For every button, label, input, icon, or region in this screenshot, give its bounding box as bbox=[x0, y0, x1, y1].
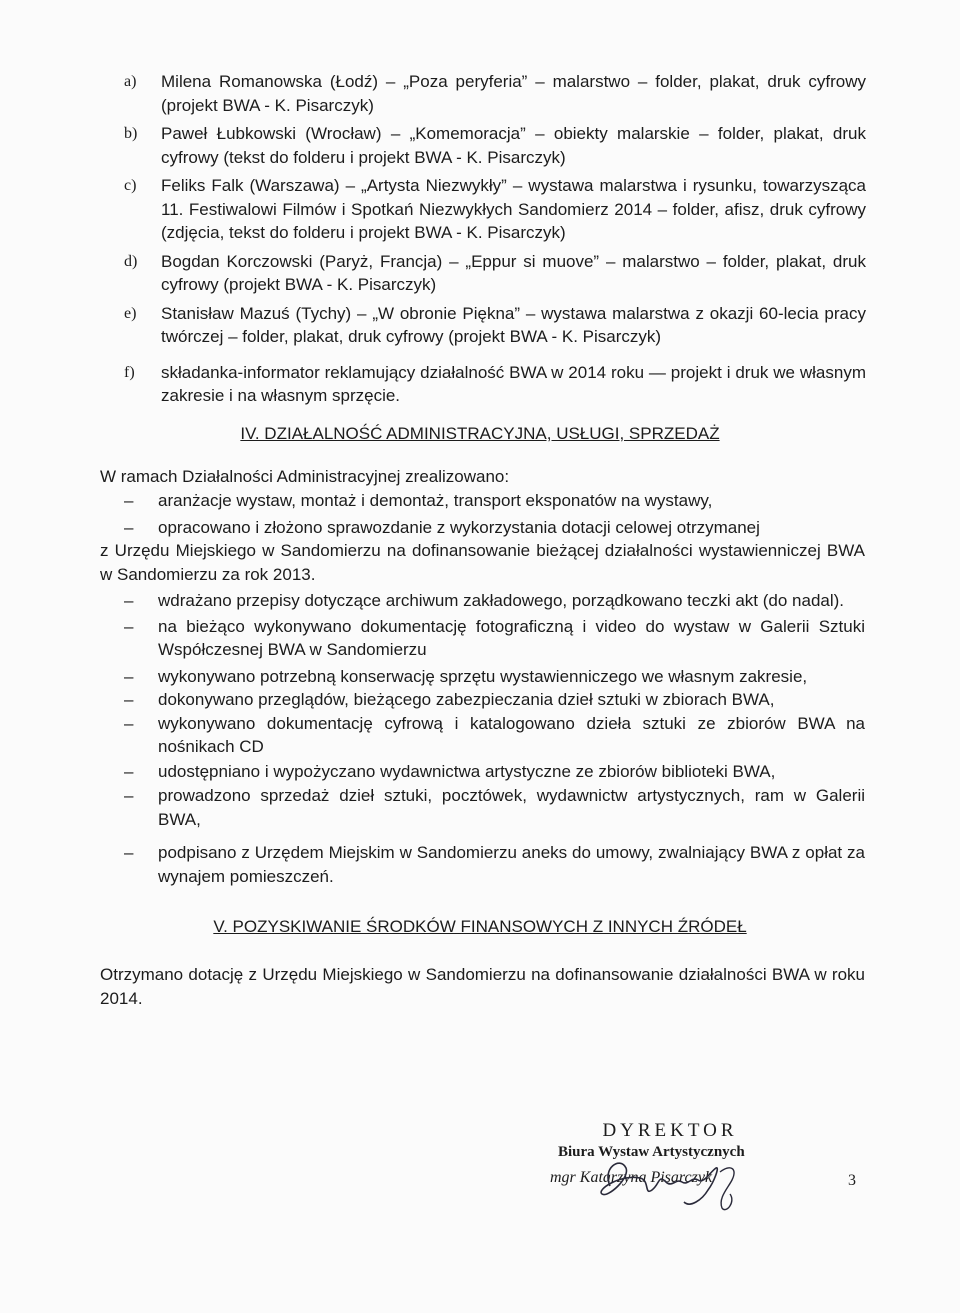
list-item bbox=[100, 841, 865, 888]
list-item-text: wykonywano potrzebną konserwację sprzętu wystawienniczego we własnym zakresie, bbox=[158, 666, 808, 686]
list-item bbox=[100, 760, 865, 784]
list-marker: c) bbox=[124, 177, 137, 194]
handwritten-signature bbox=[580, 1138, 750, 1218]
list-item bbox=[124, 250, 866, 297]
dash-marker: – bbox=[124, 690, 134, 709]
administrative-tasks-list bbox=[100, 489, 865, 888]
list-item-text: podpisano z Urzędem Miejskim w Sandomierzu aneks do umowy, zwalniający BWA z opłat za wynajem pomieszczeń. bbox=[158, 843, 865, 886]
dash-marker: – bbox=[124, 666, 134, 686]
list-item-text: dokonywano przeglądów, bieżącego zabezpieczania dzieł sztuki w zbiorach BWA, bbox=[158, 690, 775, 709]
list-item-text: składanka-informator reklamujący działalność BWA w 2014 roku — projekt i druk we własnym zakresie i na własnym sprzęcie. bbox=[161, 362, 866, 405]
list-item-text: na bieżąco wykonywano dokumentację fotograficzną i video do wystaw w Galerii Sztuki Współczesnej BWA w Sandomierzu bbox=[158, 616, 865, 659]
list-item bbox=[100, 688, 865, 712]
list-item-text: Bogdan Korczowski (Paryż, Francja) – „Eppur si muove” – malarstwo – folder, plakat, druk cyfrowy (projekt BWA - K. Pisarczyk) bbox=[161, 251, 866, 294]
dash-marker: – bbox=[124, 517, 134, 537]
list-item-text: Milena Romanowska (Łodź) – „Poza peryferia” – malarstwo – folder, plakat, druk cyfrowy (projekt BWA - K. Pisarczyk) bbox=[161, 72, 866, 115]
dash-marker: – bbox=[124, 761, 134, 781]
publications-list bbox=[124, 70, 866, 413]
signature-stroke bbox=[720, 1168, 734, 1210]
list-item bbox=[124, 70, 866, 117]
list-item bbox=[100, 784, 865, 831]
list-item-text: aranżacje wystaw, montaż i demontaż, transport eksponatów na wystawy, bbox=[158, 491, 713, 510]
list-item-text: Stanisław Mazuś (Tychy) – „W obronie Piękna” – wystawa malarstwa z okazji 60-lecia pracy twórczej – folder, plakat, druk cyfrowy (projekt BWA - K. Pisarczyk) bbox=[161, 303, 866, 346]
signature-stroke bbox=[601, 1163, 717, 1204]
list-item bbox=[100, 516, 865, 540]
list-item bbox=[100, 589, 865, 613]
list-item-text: opracowano i złożono sprawozdanie z wykorzystania dotacji celowej otrzymanej bbox=[158, 517, 760, 537]
continuation-text: z Urzędu Miejskiego w Sandomierzu na dofinansowanie bieżącej działalności wystawienniczej BWA w Sandomierzu za rok 2013. bbox=[100, 541, 865, 584]
list-marker: e) bbox=[124, 304, 137, 322]
list-item bbox=[100, 665, 865, 689]
list-item bbox=[100, 615, 865, 662]
list-item bbox=[124, 361, 866, 408]
dash-marker: – bbox=[124, 591, 134, 610]
stamp-office: Biura Wystaw Artystycznych bbox=[558, 1144, 745, 1160]
list-item-text: wdrażano przepisy dotyczące archiwum zakładowego, porządkowano teczki akt (do nadal). bbox=[158, 591, 845, 610]
stamp-name: mgr Katarzyna Pisarczyk bbox=[550, 1169, 713, 1186]
list-item bbox=[124, 302, 866, 349]
list-item bbox=[100, 712, 865, 759]
list-item-text: Feliks Falk (Warszawa) – „Artysta Niezwykły” – wystawa malarstwa i rysunku, towarzysząca 11. Festiwalowi Filmów i Spotkań Niezwykłych Sandomierz 2014 – folder, afisz, druk cyfrowy (zdjęcia, tekst do folderu i projekt BWA - K. Pisarczyk) bbox=[161, 176, 866, 242]
dash-marker: – bbox=[124, 843, 134, 862]
dash-marker: – bbox=[124, 713, 134, 733]
list-item-text: wykonywano dokumentację cyfrową i katalogowano dzieła sztuki ze zbiorów BWA na nośnikach CD bbox=[158, 713, 865, 756]
list-item-text: Paweł Łubkowski (Wrocław) – „Komemoracja” – obiekty malarskie – folder, plakat, druk cyfrowy (tekst do folderu i projekt BWA - K. Pisarczyk) bbox=[161, 124, 866, 167]
section-5-heading: V. POZYSKIWANIE ŚRODKÓW FINANSOWYCH Z INNYCH ŹRÓDEŁ bbox=[213, 917, 747, 936]
list-marker: f) bbox=[124, 363, 135, 381]
list-marker: b) bbox=[124, 125, 138, 142]
section-5-text: Otrzymano dotację z Urzędu Miejskiego w Sandomierzu na dofinansowanie działalności BWA w roku 2014. bbox=[100, 965, 865, 1008]
list-item-text: prowadzono sprzedaż dzieł sztuki, pocztówek, wydawnictw artystycznych, ram w Galerii BWA, bbox=[158, 786, 865, 829]
list-item-text: udostępniano i wypożyczano wydawnictwa artystyczne ze zbiorów biblioteki BWA, bbox=[158, 761, 776, 781]
section-4-intro: W ramach Działalności Administracyjnej zrealizowano: bbox=[100, 467, 510, 486]
stamp-title: DYREKTOR bbox=[602, 1120, 738, 1141]
list-item bbox=[124, 174, 866, 245]
page-number: 3 bbox=[848, 1172, 856, 1189]
list-item bbox=[124, 122, 866, 169]
list-item bbox=[100, 489, 865, 513]
list-marker: a) bbox=[124, 73, 137, 90]
dash-marker: – bbox=[124, 616, 134, 636]
dash-marker: – bbox=[124, 786, 134, 805]
dash-marker: – bbox=[124, 491, 134, 510]
list-marker: d) bbox=[124, 252, 138, 270]
section-4-heading: IV. DZIAŁALNOŚĆ ADMINISTRACYJNA, USŁUGI, SPRZEDAŻ bbox=[240, 424, 720, 443]
